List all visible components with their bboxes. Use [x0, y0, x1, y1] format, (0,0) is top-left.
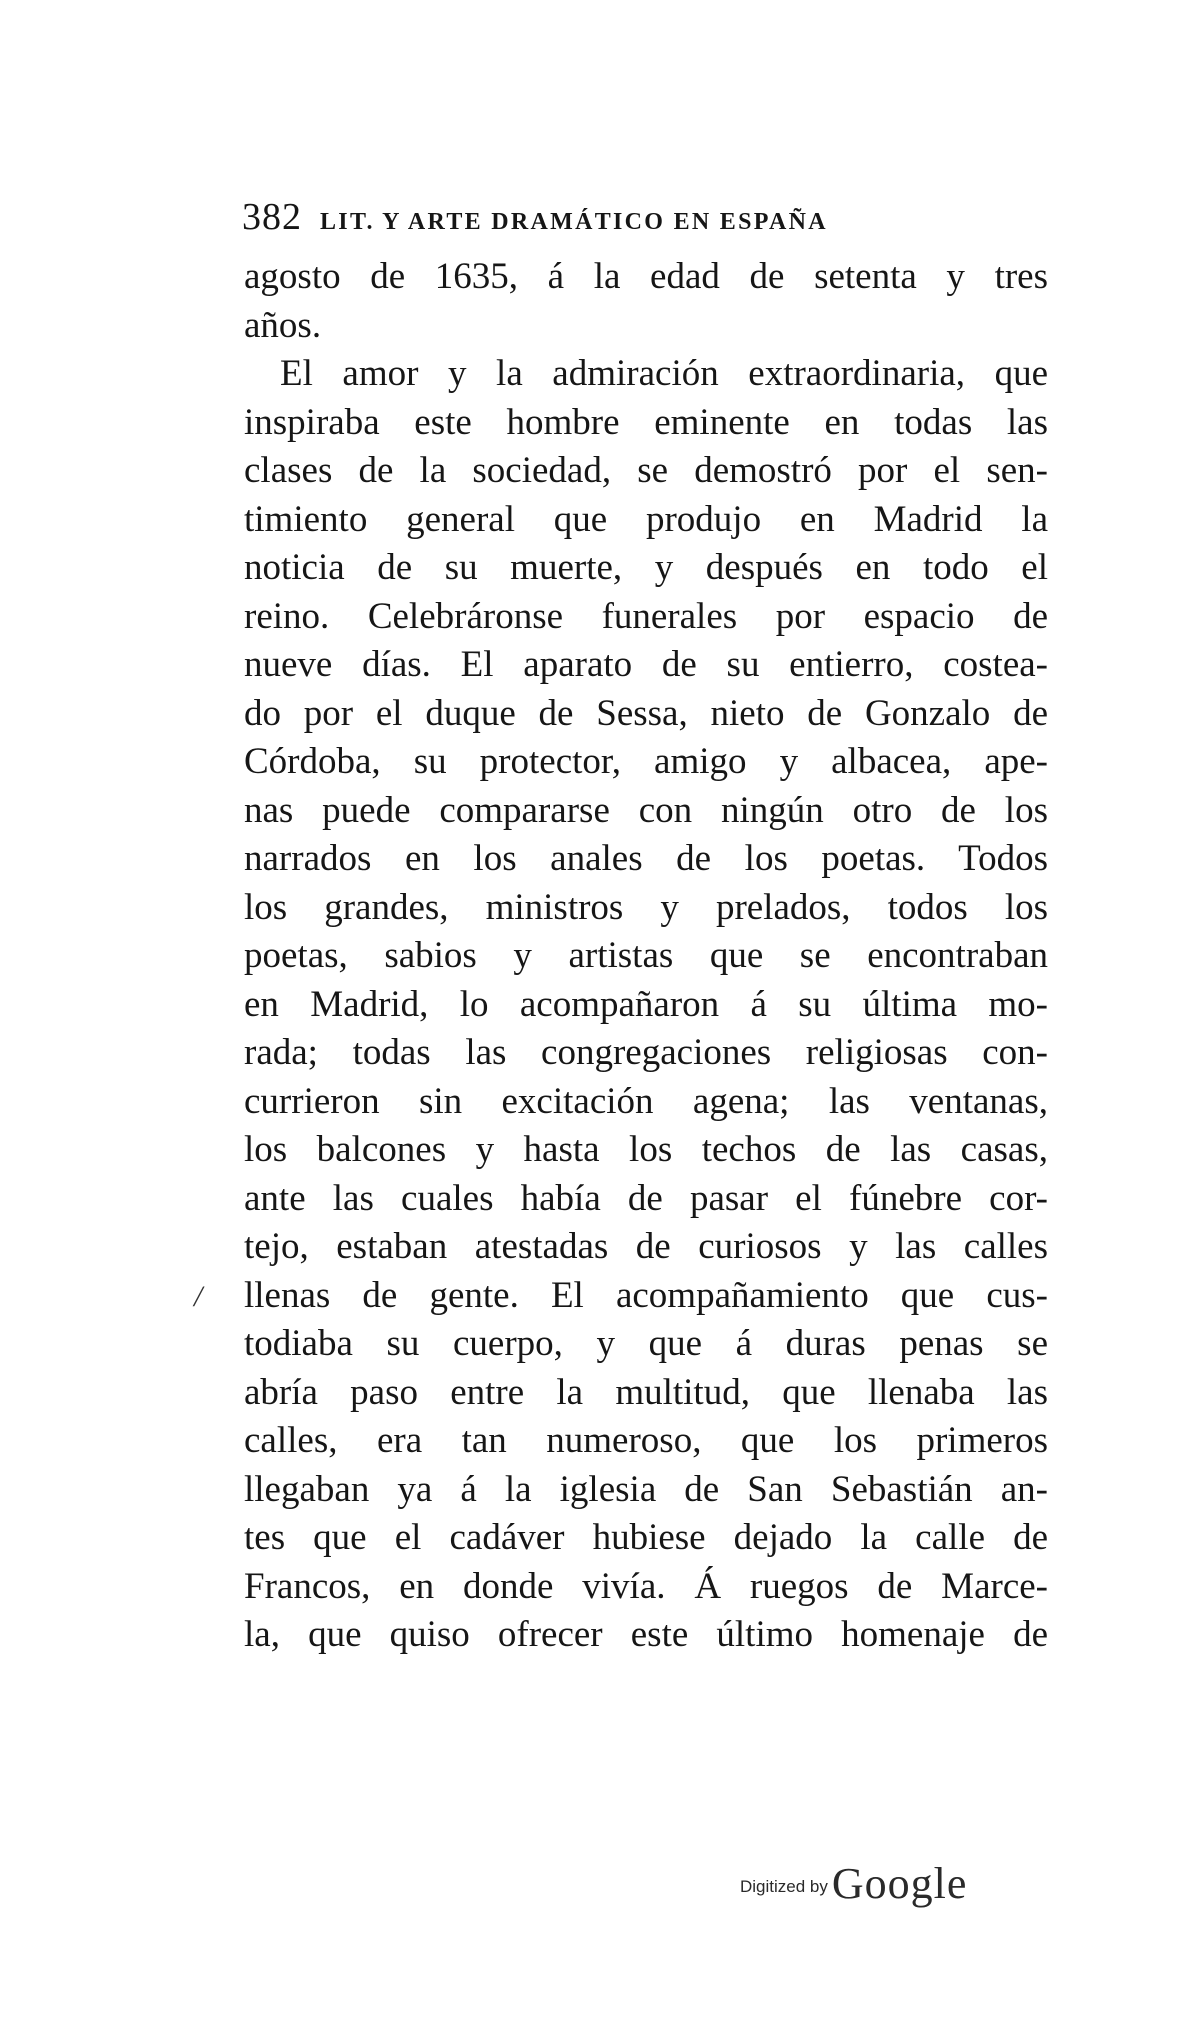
digitized-by-label: Digitized by — [740, 1877, 828, 1896]
text-line: abría paso entre la multitud, que llenaba las — [244, 1371, 1048, 1413]
text-line: tejo, estaban atestadas de curiosos y las calles — [244, 1226, 1048, 1267]
text-line: narrados en los anales de los poetas. Todos — [244, 838, 1048, 879]
text-line: la, que quiso ofrecer este último homenaje de — [244, 1614, 1048, 1655]
text-line: todiaba su cuerpo, y que á duras penas se — [244, 1323, 1048, 1364]
text-line: do por el duque de Sessa, nieto de Gonzalo de — [244, 692, 1048, 734]
page-number: 382 — [242, 196, 302, 238]
text-line: llenas de gente. El acompañamiento que cus- — [244, 1274, 1048, 1316]
text-line: reino. Celebráronse funerales por espacio de — [244, 595, 1048, 637]
text-line: currieron sin excitación agena; las ventanas, — [244, 1080, 1048, 1122]
google-logo: Google — [831, 1859, 968, 1908]
text-line: nueve días. El aparato de su entierro, costea- — [244, 644, 1048, 685]
body-text — [244, 253, 1048, 1660]
text-line: clases de la sociedad, se demostró por el sen- — [244, 450, 1048, 491]
running-head — [242, 195, 1042, 245]
text-line: Francos, en donde vivía. Á ruegos de Marce- — [244, 1565, 1048, 1607]
text-line: rada; todas las congregaciones religiosas con- — [244, 1032, 1048, 1073]
text-line: llegaban ya á la iglesia de San Sebastián an- — [244, 1468, 1048, 1510]
text-line: agosto de 1635, á la edad de setenta y tres — [244, 256, 1048, 297]
text-line: tes que el cadáver hubiese dejado la calle de — [244, 1517, 1048, 1558]
text-line: años. — [244, 304, 322, 346]
text-line: Córdoba, su protector, amigo y albacea, ape- — [244, 741, 1048, 782]
digitized-by-watermark — [740, 1858, 967, 1909]
text-line: calles, era tan numeroso, que los primeros — [244, 1420, 1048, 1461]
text-line: nas puede compararse con ningún otro de los — [244, 789, 1048, 831]
text-line: ante las cuales había de pasar el fúnebre cor- — [244, 1177, 1048, 1219]
text-line: noticia de su muerte, y después en todo el — [244, 547, 1048, 588]
text-line: poetas, sabios y artistas que se encontraban — [244, 935, 1048, 976]
text-line: El amor y la admiración extraordinaria, que — [280, 353, 1048, 394]
text-line: en Madrid, lo acompañaron á su última mo- — [244, 983, 1048, 1025]
text-line: timiento general que produjo en Madrid la — [244, 498, 1048, 540]
text-line: los grandes, ministros y prelados, todos los — [244, 886, 1048, 928]
stray-pen-mark: / — [194, 1280, 203, 1313]
text-line: inspiraba este hombre eminente en todas las — [244, 401, 1048, 443]
text-line: los balcones y hasta los techos de las casas, — [244, 1129, 1048, 1170]
running-title: LIT. Y ARTE DRAMÁTICO EN ESPAÑA — [320, 209, 828, 235]
